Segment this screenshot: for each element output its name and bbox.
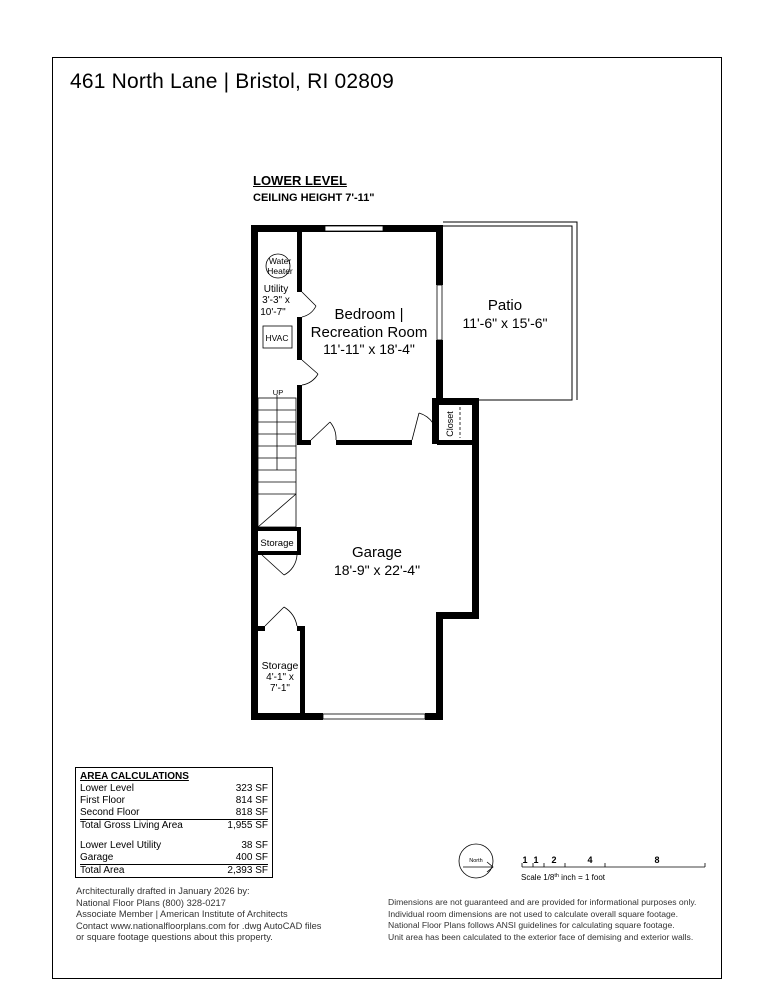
storage-dim-1: 4'-1" x: [266, 672, 294, 683]
area-row-garage: Garage 400 SF: [80, 852, 268, 863]
closet-label: Closet: [445, 411, 455, 437]
ceiling-height: CEILING HEIGHT 7'-11": [253, 192, 375, 204]
scale-and-north: [455, 840, 715, 890]
bedroom-dimensions: 11'-11" x 18'-4": [323, 341, 415, 357]
area-row-second-floor: Second Floor 818 SF: [80, 807, 268, 818]
area-row-lower-level-utility: Lower Level Utility 38 SF: [80, 840, 268, 851]
scale-tick-8: 8: [654, 855, 660, 865]
water-heater-label-2: Heater: [267, 266, 293, 276]
storage-small-label: Storage: [260, 538, 294, 549]
area-row-lower-level: Lower Level 323 SF: [80, 783, 268, 794]
garage-dimensions: 18'-9" x 22'-4": [333, 562, 421, 578]
windows: [323, 226, 442, 719]
bedroom-label: Bedroom |: [334, 306, 404, 323]
area-row-first-floor: First Floor 814 SF: [80, 795, 268, 806]
area-row-total-gross-living: Total Gross Living Area 1,955 SF: [80, 820, 268, 831]
level-title: LOWER LEVEL: [253, 173, 347, 188]
drafting-credits: Architecturally drafted in January 2026 by: National Floor Plans (800) 328-0217 Associate Member | American Institute of Architects Contact www.nationalfloorplans.com for .dwg AutoCAD files or square footage questions about this property.: [76, 886, 322, 942]
scale-bar: [522, 863, 705, 867]
area-calculations-table: [75, 767, 273, 878]
scale-tick-1a: 1: [522, 855, 528, 865]
dimensions-disclaimer: Dimensions are not guaranteed and are provided for informational purposes only. Individual room dimensions are not used to calculate overall square footage. National Floor Plans follows ANSI guidelines for calculating square footage. Unit area has been calculated to the exterior face of demising and exterior walls.: [388, 897, 697, 942]
scale-caption: Scale 1/8th inch = 1 foot: [521, 873, 605, 882]
storage-dim-2: 7'-1": [270, 683, 290, 694]
recreation-room-label: Recreation Room: [310, 324, 428, 341]
scale-tick-4: 4: [587, 855, 593, 865]
hvac-label: HVAC: [265, 333, 289, 343]
garage-label: Garage: [351, 544, 403, 561]
area-calculations-heading: AREA CALCULATIONS: [80, 771, 189, 782]
utility-dim-2: 10'-7": [260, 307, 286, 318]
property-address-title: 461 North Lane | Bristol, RI 02809: [70, 70, 394, 93]
stairs: [258, 395, 296, 527]
scale-tick-2: 2: [551, 855, 557, 865]
utility-dim-1: 3'-3" x: [262, 295, 290, 306]
north-label: North: [469, 858, 483, 864]
stairs-up-label: UP: [272, 388, 284, 397]
storage-label: Storage: [261, 660, 299, 672]
patio-dimensions: 11'-6" x 15'-6": [462, 315, 548, 331]
area-row-total-area: Total Area 2,393 SF: [80, 865, 268, 876]
utility-label: Utility: [263, 284, 289, 295]
water-heater-label-1: Water: [268, 256, 292, 266]
patio-label: Patio: [487, 297, 523, 314]
scale-tick-1b: 1: [533, 855, 539, 865]
